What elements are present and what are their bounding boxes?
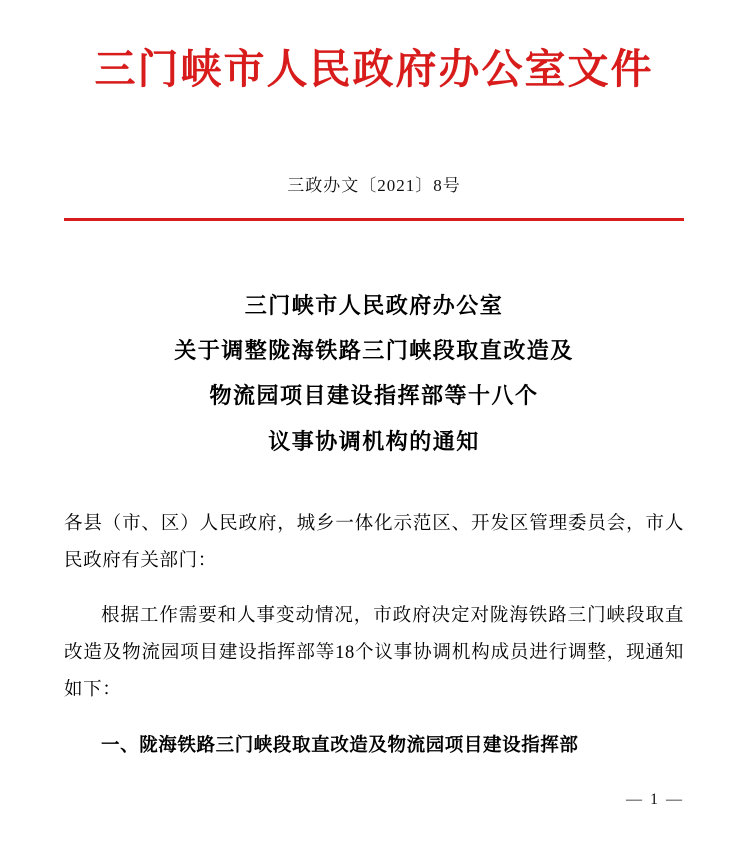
body-paragraph: 根据工作需要和人事变动情况，市政府决定对陇海铁路三门峡段取直改造及物流园项目建设指挥部等18个议事协调机构成员进行调整，现通知如下：: [64, 606, 684, 701]
addressee-paragraph: 各县（市、区）人民政府，城乡一体化示范区、开发区管理委员会，市人民政府有关部门：: [64, 513, 684, 571]
page-number: — 1 —: [626, 791, 684, 808]
masthead-title: 三门峡市人民政府办公室文件: [94, 45, 654, 93]
document-body: [64, 506, 684, 765]
red-divider-rule: [64, 218, 684, 221]
page-title-line-3: 物流园项目建设指挥部等十八个: [209, 383, 539, 409]
document-title-block: [64, 283, 684, 463]
document-number-row: [64, 171, 684, 196]
page-title-line-2: 关于调整陇海铁路三门峡段取直改造及: [174, 338, 574, 364]
page-title-line-4: 议事协调机构的通知: [268, 428, 480, 454]
document-number: 三政办文〔2021〕8号: [287, 176, 461, 196]
page-title: 三门峡市人民政府办公室: [244, 293, 504, 319]
masthead: [64, 0, 684, 95]
section-heading-one: 一、陇海铁路三门峡段取直改造及物流园项目建设指挥部: [101, 735, 579, 756]
